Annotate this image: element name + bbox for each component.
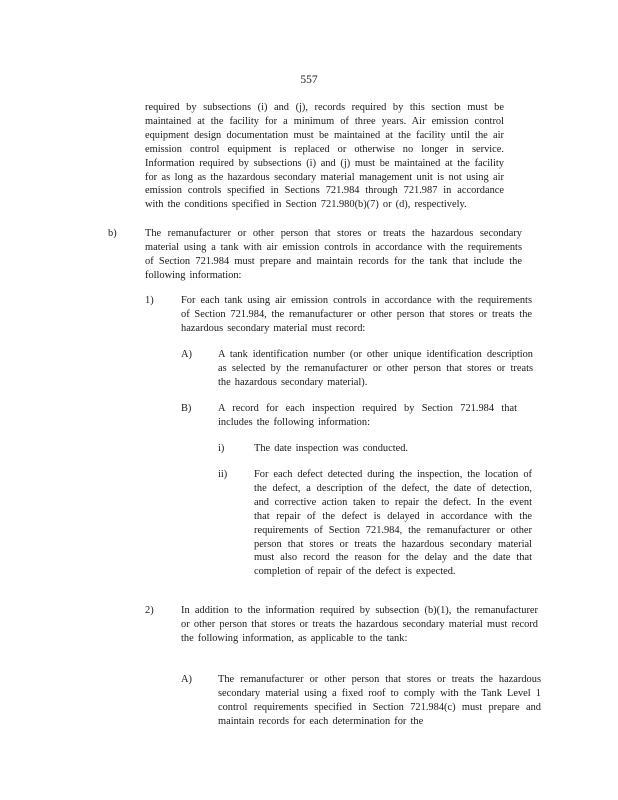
item-1b-i-marker: i): [218, 443, 225, 454]
intro-paragraph: required by subsections (i) and (j), records required by this section must be maintained at the facility for a minimum of three years. Air emission control equipment design documentation must be maintained at the facility until the air emission control equipment is replaced or otherwise no longer in service. Information required by subsections (i) and (j) must be maintained at the facility for as long as the hazardous secondary material management unit is not using air emission controls specified in Sections 721.984 through 721.987 in accordance with the conditions specified in Section 721.980(b)(7) or (d), respectively.: [145, 102, 504, 211]
item-1b-ii-marker: ii): [218, 469, 228, 480]
section-b-marker: b): [108, 228, 117, 239]
item-2-text: In addition to the information required by subsection (b)(1), the remanufacturer or other person that stores or treats the hazardous secondary material must record the following information, as applicable to the tank:: [181, 605, 538, 644]
item-2a-marker: A): [181, 674, 192, 685]
item-1b-marker: B): [181, 403, 192, 414]
item-1b-i-text: The date inspection was conducted.: [254, 443, 409, 454]
item-1-marker: 1): [145, 295, 154, 306]
section-b-text: The remanufacturer or other person that stores or treats the hazardous secondary material using a tank with air emission controls in accordance with the requirements of Section 721.984 must prepare and maintain records for the tank that include the following information:: [145, 228, 522, 281]
item-1a-marker: A): [181, 349, 192, 360]
item-2a-text: The remanufacturer or other person that stores or treats the hazardous secondary material using a fixed roof to comply with the Tank Level 1 control requirements specified in Section 721.984(c) must prepare and maintain records for each determination for the: [218, 674, 541, 727]
page-number: 557: [300, 74, 318, 86]
item-1b-ii-text: For each defect detected during the inspection, the location of the defect, a description of the defect, the date of detection, and corrective action taken to repair the defect. In the event that repair of the defect is delayed in accordance with the requirements of Section 721.984, the remanufacturer or other person that stores or treats the hazardous secondary material must also record the reason for the delay and the date that completion of repair of the defect is expected.: [254, 469, 532, 578]
item-1b-text: A record for each inspection required by Section 721.984 that includes the following information:: [218, 403, 517, 428]
item-1a-text: A tank identification number (or other unique identification description as selected by the remanufacturer or other person that stores or treats the hazardous secondary material).: [218, 349, 533, 388]
item-2-marker: 2): [145, 605, 154, 616]
item-1-text: For each tank using air emission controls in accordance with the requirements of Section 721.984, the remanufacturer or other person that stores or treats the hazardous secondary material must record:: [181, 295, 532, 334]
